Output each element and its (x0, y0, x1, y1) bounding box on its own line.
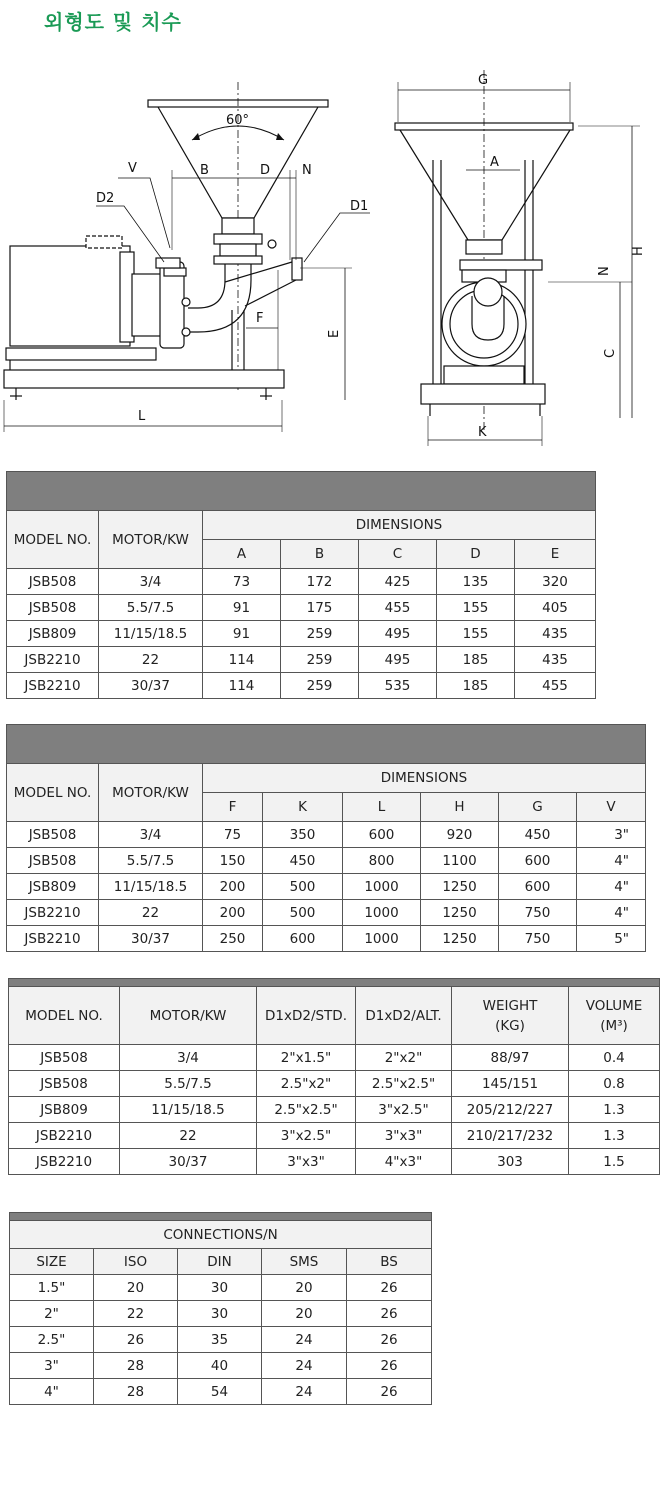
cell-value: 150 (203, 848, 263, 874)
cell-motor: 22 (99, 900, 203, 926)
table-row (7, 569, 596, 595)
cell-value: 155 (437, 621, 515, 647)
cell-value: 20 (262, 1301, 347, 1327)
label-c: C (603, 348, 618, 358)
cell-value: 455 (515, 673, 596, 699)
cell-model: JSB809 (7, 874, 99, 900)
cell-value: 26 (94, 1327, 178, 1353)
cell-value: 185 (437, 673, 515, 699)
cell-value: 500 (263, 900, 343, 926)
cell-value: 26 (347, 1301, 432, 1327)
volume-unit: (M³) (600, 1017, 628, 1034)
label-d: D (260, 163, 271, 178)
cell-model: JSB508 (7, 595, 99, 621)
cell-value: 4" (577, 848, 646, 874)
cell-value: 920 (421, 822, 499, 848)
column-header: DIN (178, 1249, 262, 1275)
column-header: H (421, 793, 499, 822)
cell-value: 259 (281, 673, 359, 699)
weight-header (452, 987, 569, 1045)
label-a: A (490, 155, 499, 170)
dimension-drawing (0, 70, 670, 455)
cell-value: 155 (437, 595, 515, 621)
table-header-bar (7, 472, 596, 511)
cell-value: 495 (359, 621, 437, 647)
cell-value: 500 (263, 874, 343, 900)
cell-value: 185 (437, 647, 515, 673)
model-header: MODEL NO. (7, 511, 99, 569)
motor-header: MOTOR/KW (99, 764, 203, 822)
cell-std: 3"x3" (257, 1149, 356, 1175)
column-header: L (343, 793, 421, 822)
cell-value: 22 (94, 1301, 178, 1327)
table-row (9, 1097, 660, 1123)
cell-value: 4" (577, 900, 646, 926)
label-n: N (302, 163, 312, 178)
connections-title: CONNECTIONS/N (10, 1221, 432, 1249)
cell-model: JSB809 (9, 1097, 120, 1123)
cell-motor: 5.5/7.5 (99, 595, 203, 621)
section-title: 외형도 및 치수 (44, 10, 182, 34)
column-header: ISO (94, 1249, 178, 1275)
table-row (9, 1045, 660, 1071)
spec-table-3 (8, 978, 660, 1175)
cell-std: 2"x1.5" (257, 1045, 356, 1071)
cell-value: 350 (263, 822, 343, 848)
cell-model: JSB2210 (7, 926, 99, 952)
cell-alt: 3"x2.5" (356, 1097, 452, 1123)
cell-model: JSB2210 (7, 673, 99, 699)
cell-value: 26 (347, 1327, 432, 1353)
cell-value: 800 (343, 848, 421, 874)
table-header-bar (7, 725, 646, 764)
weight-label: WEIGHT (482, 997, 538, 1014)
cell-model: JSB2210 (7, 647, 99, 673)
label-k: K (478, 425, 487, 440)
cell-alt: 4"x3" (356, 1149, 452, 1175)
cell-value: 175 (281, 595, 359, 621)
cell-value: 28 (94, 1353, 178, 1379)
cell-value: 135 (437, 569, 515, 595)
cell-value: 24 (262, 1327, 347, 1353)
cell-value: 259 (281, 647, 359, 673)
cell-value: 535 (359, 673, 437, 699)
table-row (10, 1353, 432, 1379)
label-v: V (128, 161, 137, 176)
cell-motor: 5.5/7.5 (99, 848, 203, 874)
cell-value: 600 (499, 874, 577, 900)
cell-motor: 3/4 (99, 822, 203, 848)
cell-value: 750 (499, 926, 577, 952)
cell-size: 3" (10, 1353, 94, 1379)
cell-value: 1250 (421, 874, 499, 900)
cell-model: JSB809 (7, 621, 99, 647)
volume-header (569, 987, 660, 1045)
table-row (7, 647, 596, 673)
label-b: B (200, 163, 209, 178)
table-header-bar (10, 1213, 432, 1221)
cell-value: 600 (263, 926, 343, 952)
column-header: SMS (262, 1249, 347, 1275)
label-l: L (138, 409, 146, 424)
column-header: D (437, 540, 515, 569)
cell-alt: 3"x3" (356, 1123, 452, 1149)
cell-value: 4" (577, 874, 646, 900)
cell-motor: 30/37 (120, 1149, 257, 1175)
cell-model: JSB508 (7, 822, 99, 848)
cell-motor: 22 (99, 647, 203, 673)
label-h: H (631, 246, 646, 256)
cell-motor: 30/37 (99, 926, 203, 952)
motor-header: MOTOR/KW (120, 987, 257, 1045)
weight-unit: (KG) (495, 1017, 525, 1034)
dimensions-table-1 (6, 471, 596, 699)
cell-value: 24 (262, 1353, 347, 1379)
cell-value: 435 (515, 647, 596, 673)
cell-motor: 22 (120, 1123, 257, 1149)
column-header: F (203, 793, 263, 822)
cell-value: 200 (203, 874, 263, 900)
cell-std: 2.5"x2.5" (257, 1097, 356, 1123)
table-row (9, 1149, 660, 1175)
cell-model: JSB508 (7, 569, 99, 595)
cell-weight: 205/212/227 (452, 1097, 569, 1123)
cell-value: 3" (577, 822, 646, 848)
label-f: F (256, 311, 264, 326)
cell-model: JSB508 (7, 848, 99, 874)
motor-header: MOTOR/KW (99, 511, 203, 569)
column-header: G (499, 793, 577, 822)
cell-volume: 1.5 (569, 1149, 660, 1175)
table-row (9, 1071, 660, 1097)
table-row (7, 673, 596, 699)
cell-alt: 2.5"x2.5" (356, 1071, 452, 1097)
cell-value: 30 (178, 1275, 262, 1301)
cell-size: 4" (10, 1379, 94, 1405)
table-row (10, 1327, 432, 1353)
cell-value: 450 (499, 822, 577, 848)
column-header: C (359, 540, 437, 569)
cell-model: JSB508 (9, 1071, 120, 1097)
cell-value: 172 (281, 569, 359, 595)
cell-motor: 3/4 (99, 569, 203, 595)
column-header: SIZE (10, 1249, 94, 1275)
cell-value: 435 (515, 621, 596, 647)
cell-value: 405 (515, 595, 596, 621)
cell-motor: 5.5/7.5 (120, 1071, 257, 1097)
table-row (10, 1275, 432, 1301)
dimensions-table-2 (6, 724, 646, 952)
cell-value: 5" (577, 926, 646, 952)
column-header: E (515, 540, 596, 569)
label-g: G (478, 73, 489, 88)
cell-value: 1000 (343, 874, 421, 900)
label-d2: D2 (96, 191, 115, 206)
table-row (7, 848, 646, 874)
cell-value: 425 (359, 569, 437, 595)
cell-std: 3"x2.5" (257, 1123, 356, 1149)
table-row (7, 926, 646, 952)
connections-table (9, 1212, 432, 1405)
cell-value: 600 (499, 848, 577, 874)
cell-alt: 2"x2" (356, 1045, 452, 1071)
cell-volume: 1.3 (569, 1097, 660, 1123)
table-row (7, 900, 646, 926)
cell-volume: 0.8 (569, 1071, 660, 1097)
table-row (10, 1301, 432, 1327)
cell-weight: 145/151 (452, 1071, 569, 1097)
cell-weight: 210/217/232 (452, 1123, 569, 1149)
cell-weight: 88/97 (452, 1045, 569, 1071)
cell-value: 73 (203, 569, 281, 595)
cell-value: 750 (499, 900, 577, 926)
cell-volume: 1.3 (569, 1123, 660, 1149)
column-header: B (281, 540, 359, 569)
table-row (7, 874, 646, 900)
cell-value: 455 (359, 595, 437, 621)
table-row (9, 1123, 660, 1149)
cell-value: 259 (281, 621, 359, 647)
cell-value: 1250 (421, 926, 499, 952)
cell-model: JSB2210 (7, 900, 99, 926)
cell-value: 91 (203, 621, 281, 647)
d1xd2-std-header: D1xD2/STD. (257, 987, 356, 1045)
cell-value: 450 (263, 848, 343, 874)
cell-value: 40 (178, 1353, 262, 1379)
cell-value: 28 (94, 1379, 178, 1405)
volume-label: VOLUME (585, 997, 643, 1014)
cell-motor: 11/15/18.5 (99, 621, 203, 647)
table-row (7, 595, 596, 621)
cell-value: 200 (203, 900, 263, 926)
cell-motor: 30/37 (99, 673, 203, 699)
cell-value: 26 (347, 1353, 432, 1379)
cell-value: 320 (515, 569, 596, 595)
cell-motor: 3/4 (120, 1045, 257, 1071)
cell-motor: 11/15/18.5 (99, 874, 203, 900)
column-header: V (577, 793, 646, 822)
cell-value: 1000 (343, 900, 421, 926)
model-header: MODEL NO. (9, 987, 120, 1045)
cell-value: 54 (178, 1379, 262, 1405)
cell-motor: 11/15/18.5 (120, 1097, 257, 1123)
label-e: E (327, 329, 342, 338)
cell-value: 20 (262, 1275, 347, 1301)
table-row (10, 1379, 432, 1405)
cell-value: 91 (203, 595, 281, 621)
cell-value: 26 (347, 1275, 432, 1301)
cell-value: 114 (203, 647, 281, 673)
cell-model: JSB508 (9, 1045, 120, 1071)
cell-size: 1.5" (10, 1275, 94, 1301)
cell-value: 75 (203, 822, 263, 848)
d1xd2-alt-header: D1xD2/ALT. (356, 987, 452, 1045)
column-header: BS (347, 1249, 432, 1275)
cell-weight: 303 (452, 1149, 569, 1175)
column-header: K (263, 793, 343, 822)
cell-value: 1250 (421, 900, 499, 926)
cell-value: 250 (203, 926, 263, 952)
cell-std: 2.5"x2" (257, 1071, 356, 1097)
label-d1: D1 (350, 199, 369, 214)
cell-value: 30 (178, 1301, 262, 1327)
cell-value: 1000 (343, 926, 421, 952)
cell-value: 35 (178, 1327, 262, 1353)
cell-value: 114 (203, 673, 281, 699)
cell-value: 495 (359, 647, 437, 673)
label-n2: N (597, 266, 612, 276)
cell-size: 2" (10, 1301, 94, 1327)
label-angle: 60° (226, 113, 250, 128)
dimensions-header: DIMENSIONS (203, 511, 596, 540)
table-row (7, 621, 596, 647)
cell-volume: 0.4 (569, 1045, 660, 1071)
cell-value: 24 (262, 1379, 347, 1405)
cell-value: 600 (343, 822, 421, 848)
cell-size: 2.5" (10, 1327, 94, 1353)
cell-model: JSB2210 (9, 1149, 120, 1175)
cell-value: 20 (94, 1275, 178, 1301)
model-header: MODEL NO. (7, 764, 99, 822)
column-header: A (203, 540, 281, 569)
cell-value: 26 (347, 1379, 432, 1405)
dimensions-header: DIMENSIONS (203, 764, 646, 793)
table-header-bar (9, 979, 660, 987)
cell-value: 1100 (421, 848, 499, 874)
table-row (7, 822, 646, 848)
cell-model: JSB2210 (9, 1123, 120, 1149)
